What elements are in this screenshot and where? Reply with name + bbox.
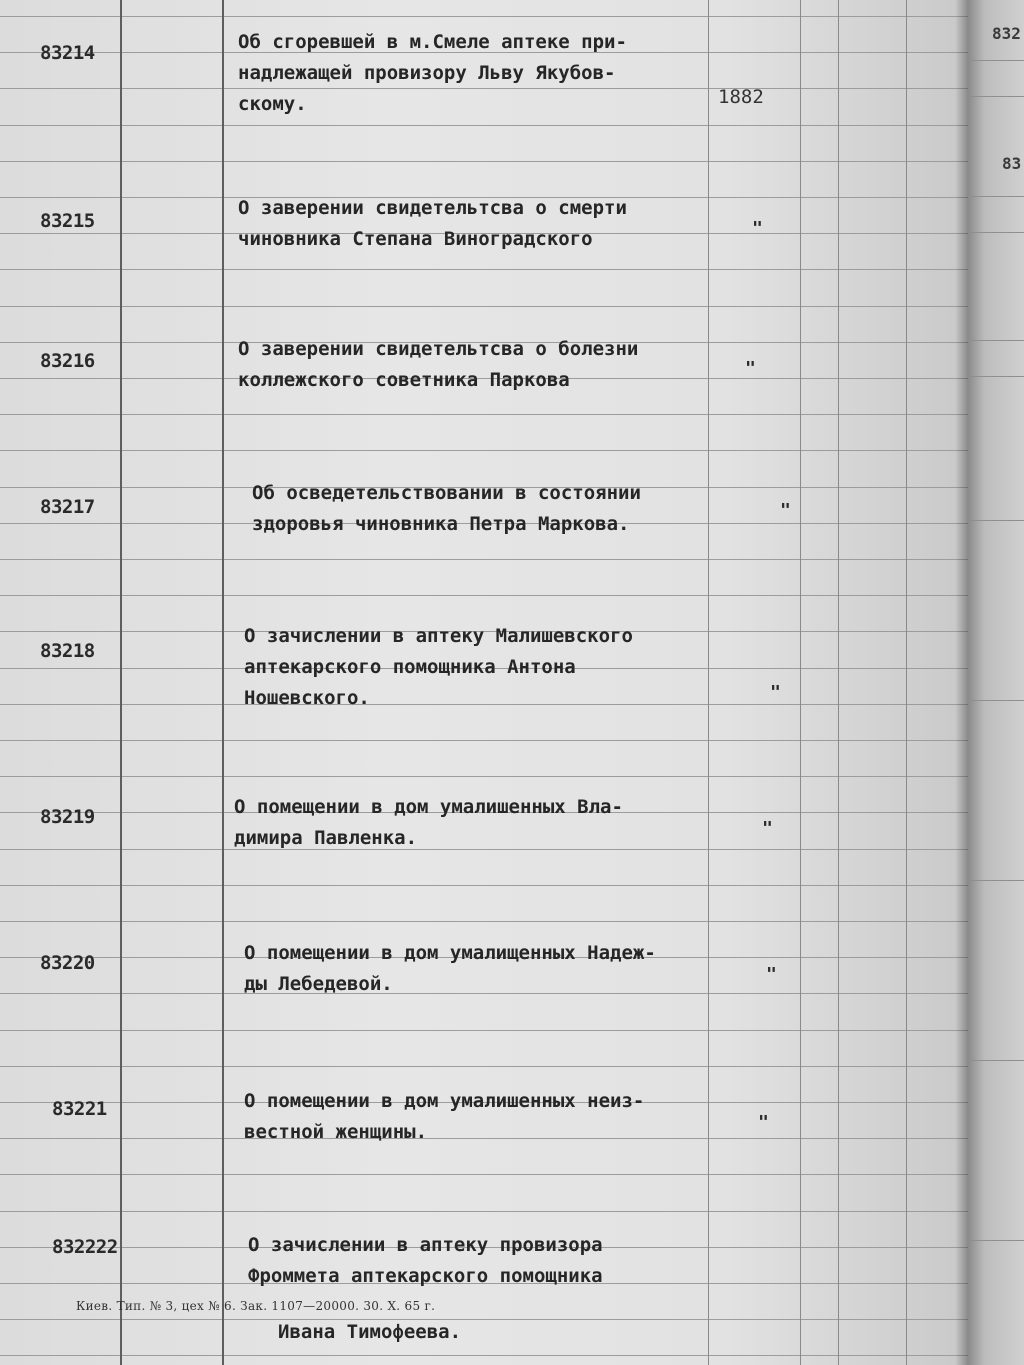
ditto-mark: "	[780, 500, 791, 521]
facing-page-number: 83	[1002, 154, 1022, 173]
entry-number: 83216	[40, 350, 95, 372]
entry-subject: О помещении в дом умалишенных Вла- димира Павленка.	[234, 796, 623, 849]
ruled-line	[0, 16, 968, 17]
entry-subject: О заверении свидетельтсва о смерти чиновника Степана Виноградского	[238, 197, 627, 250]
entry-subject: О помещении в дом умалишенных неиз- вестной женщины.	[244, 1090, 645, 1143]
entry-number: 83215	[40, 210, 95, 232]
facing-page-rule	[968, 1240, 1024, 1241]
facing-page-rule	[968, 880, 1024, 881]
entry-number: 83221	[52, 1098, 107, 1120]
ditto-mark: "	[758, 1112, 769, 1133]
facing-page-rule	[968, 376, 1024, 377]
entry-year: 1882	[718, 86, 764, 108]
ruled-line	[0, 559, 968, 560]
ruled-line	[0, 1066, 968, 1067]
facing-page-rule	[968, 232, 1024, 233]
ruled-line	[0, 269, 968, 270]
entry-number: 83220	[40, 952, 95, 974]
entry-subject: Об сгоревшей в м.Смеле аптеке при- надлежащей провизору Льву Якубов- скому.	[238, 31, 627, 115]
entry-number: 83214	[40, 42, 95, 64]
ditto-mark: "	[770, 682, 781, 703]
facing-page-rule	[968, 340, 1024, 341]
facing-page-rule	[968, 60, 1024, 61]
entry-subject: О помещении в дом умалищенных Надеж- ды Лебедевой.	[244, 942, 656, 995]
subject-column-rule	[222, 0, 224, 1365]
entry-subject: О зачислении в аптеку провизора Фроммета аптекарского помощника	[248, 1234, 603, 1287]
column-rule-3	[800, 0, 801, 1365]
ruled-line	[0, 306, 968, 307]
column-rule-5	[906, 0, 907, 1365]
entry-number: 83219	[40, 806, 95, 828]
facing-page-edge	[968, 0, 1024, 1365]
entry-number: 832222	[52, 1236, 118, 1258]
entry-subject: Об осведетельствовании в состоянии здоровья чиновника Петра Маркова.	[252, 482, 641, 535]
facing-page-number: 832	[992, 24, 1021, 43]
number-column-rule	[120, 0, 122, 1365]
entry-subject: О заверении свидетельтсва о болезни коллежского советника Паркова	[238, 338, 639, 391]
ruled-line	[0, 450, 968, 451]
facing-page-rule	[968, 96, 1024, 97]
ruled-line	[0, 414, 968, 415]
ruled-line	[0, 776, 968, 777]
facing-page-rule	[968, 1060, 1024, 1061]
ditto-mark: "	[745, 358, 756, 379]
facing-page-rule	[968, 700, 1024, 701]
ruled-line	[0, 1319, 968, 1320]
ruled-line	[0, 595, 968, 596]
ruled-line	[0, 1030, 968, 1031]
facing-page-rule	[968, 520, 1024, 521]
entry-subject-continuation: Ивана Тимофеева.	[278, 1321, 462, 1343]
ditto-mark: "	[752, 218, 763, 239]
column-rule-4	[838, 0, 839, 1365]
ditto-mark: "	[762, 818, 773, 839]
ruled-line	[0, 740, 968, 741]
ruled-line	[0, 1174, 968, 1175]
entry-subject: О зачислении в аптеку Малишевского аптекарского помощника Антона Ношевского.	[244, 625, 633, 709]
ruled-line	[0, 125, 968, 126]
ruled-line	[0, 161, 968, 162]
ruled-line	[0, 1355, 968, 1356]
printer-imprint: Киев. Тип. № 3, цех № 6. Зак. 1107—20000. 30. X. 65 г.	[76, 1299, 436, 1313]
ruled-line	[0, 885, 968, 886]
entry-number: 83217	[40, 496, 95, 518]
ruled-line	[0, 921, 968, 922]
ditto-mark: "	[766, 964, 777, 985]
ruled-line	[0, 1211, 968, 1212]
facing-page-rule	[968, 196, 1024, 197]
entry-number: 83218	[40, 640, 95, 662]
